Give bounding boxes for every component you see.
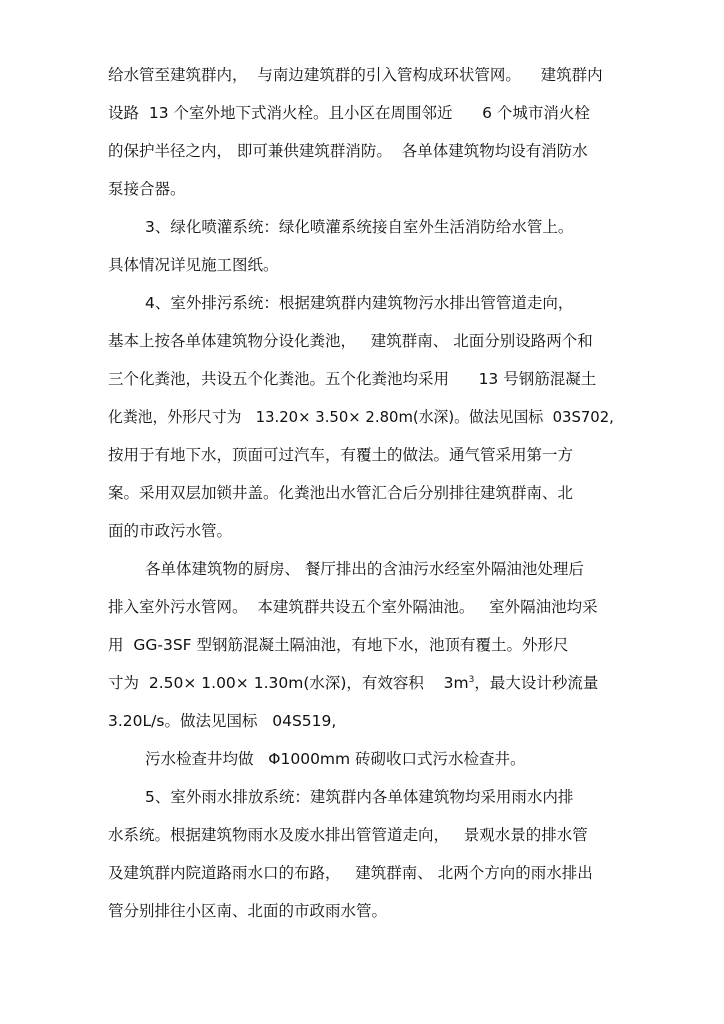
- text-line: 案。采用双层加锁井盖。化粪池出水管汇合后分别排往建筑群南、北: [108, 484, 574, 502]
- section-heading-line: 4、室外排污系统：根据建筑群内建筑物污水排出管管道走向，: [145, 294, 574, 312]
- section-heading-line: 3、绿化喷灌系统：绿化喷灌系统接自室外生活消防给水管上。: [145, 218, 574, 236]
- text-line: 用 GG-3SF 型钢筋混凝土隔油池，有地下水，池顶有覆土。外形尺: [108, 636, 569, 654]
- superscript: 3: [468, 675, 475, 685]
- text-line: 给水管至建筑群内， 与南边建筑群的引入管构成环状管网。 建筑群内: [108, 66, 603, 84]
- text-line: 泵接合器。: [108, 180, 186, 198]
- section-heading-line: 5、室外雨水排放系统：建筑群内各单体建筑物均采用雨水内排: [145, 788, 574, 806]
- text-line: 管分别排往小区南、北面的市政雨水管。: [108, 902, 388, 920]
- text-line: 设路 13 个室外地下式消火栓。且小区在周围邻近 6 个城市消火栓: [108, 104, 590, 122]
- text-line: 具体情况详见施工图纸。: [108, 256, 279, 274]
- paragraph-start-line: 各单体建筑物的厨房、 餐厅排出的含油污水经室外隔油池处理后: [145, 560, 584, 578]
- text-line: 3.20L/s。做法见国标 04S519,: [108, 712, 337, 730]
- text-line: 排入室外污水管网。 本建筑群共设五个室外隔油池。 室外隔油池均采: [108, 598, 598, 616]
- text-line: 基本上按各单体建筑物分设化粪池， 建筑群南、 北面分别设路两个和: [108, 332, 593, 350]
- text-line: 化粪池，外形尺寸为 13.20× 3.50× 2.80m(水深)。做法见国标 03S702,: [108, 408, 614, 426]
- text-segment: 寸为 2.50× 1.00× 1.30m(水深)，有效容积 3m: [108, 674, 469, 692]
- text-line: 面的市政污水管。: [108, 522, 233, 540]
- text-line: 水系统。根据建筑物雨水及废水排出管管道走向， 景观水景的排水管: [108, 826, 588, 844]
- text-line: 的保护半径之内， 即可兼供建筑群消防。 各单体建筑物均设有消防水: [108, 142, 588, 160]
- text-segment: ，最大设计秒流量: [474, 674, 599, 692]
- text-line: [0, 671, 724, 695]
- text-line: 按用于有地下水，顶面可过汽车，有覆土的做法。通气管采用第一方: [108, 446, 574, 464]
- paragraph-start-line: 污水检查井均做 Φ1000mm 砖砌收口式污水检查井。: [145, 750, 526, 768]
- text-line: 三个化粪池，共设五个化粪池。五个化粪池均采用 13 号钢筋混凝土: [108, 370, 597, 388]
- text-line: 及建筑群内院道路雨水口的布路， 建筑群南、 北两个方向的雨水排出: [108, 864, 593, 882]
